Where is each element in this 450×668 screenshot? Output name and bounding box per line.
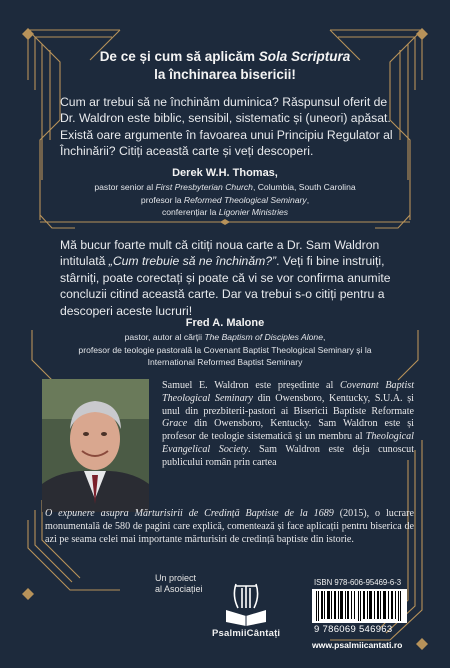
author-portrait bbox=[42, 379, 149, 512]
tagline bbox=[70, 48, 380, 84]
publisher-website[interactable]: www.psalmiicantati.ro bbox=[312, 640, 403, 650]
endorsement-credentials-2: pastor, autor al cărții The Baptism of Disciples Alone, profesor de teologie pastorală la Covenant Baptist Theological Seminary și la International Reformed Baptist Seminary bbox=[78, 332, 372, 367]
lyre-book-logo bbox=[222, 576, 270, 628]
tagline-line1: De ce și cum să aplicăm Sola Scriptura bbox=[99, 49, 351, 64]
endorsement-author-1: Derek W.H. Thomas, bbox=[172, 167, 278, 179]
endorsement-credentials-1: pastor senior al First Presbyterian Church, Columbia, South Carolina profesor la Reformed Theological Seminary, conferențiar la Ligonier Ministries bbox=[94, 182, 356, 217]
barcode-number: 9 786069 546963 bbox=[314, 624, 393, 635]
barcode bbox=[312, 589, 407, 623]
endorsement-quote-2: Mă bucur foarte mult că citiți noua carte a Dr. Sam Waldron intitulată „Cum trebuie să ne închinăm?”. Veți fi bine instruiți, stârniți, poate corectați și poate că vi se vor confirma anumite concluzii citind această carte. Dar va trebui s-o citiți pentru a descoperi aceste lucruri! bbox=[60, 238, 391, 318]
publisher-name: PsalmiiCântați bbox=[212, 628, 281, 639]
author-bio: Samuel E. Waldron este președinte al Covenant Baptist Theological Seminary din Owensboro, Kentucky, S.U.A. și unul din prezbiterii-pastori ai Bisericii Baptiste Reformate Grace din Owensboro, Kentucky. Sam Waldron este și profesor de teologie sistematică și un membru al Theological Evangelical Society. Sam Waldron este deja cunoscut publicului român prin cartea bbox=[162, 380, 415, 468]
isbn-label: ISBN 978-606-95469-6-3 bbox=[314, 578, 402, 587]
endorsement-quote-1: Cum ar trebui să ne închinăm duminica? Răspunsul oferit de Dr. Waldron este biblic, sensibil, sistematic și (uneori) apăsat. Există oare argumente în favoarea unui Principiu Regulator al Închinării? Citiți această carte și veți descoperi. bbox=[60, 95, 393, 159]
tagline-line2: la închinarea bisericii! bbox=[154, 67, 296, 82]
endorsement-author-2: Fred A. Malone bbox=[185, 317, 265, 329]
publisher-project-label: Un proiect al Asociației bbox=[155, 573, 203, 594]
author-bio-continued: O expunere asupra Mărturisirii de Credință Baptiste de la 1689 (2015), o lucrare monumentală de 580 de pagini care explică, comentează și face aplicații pentru biserica de azi pe seama celei mai importante mărturisiri de credință baptiste din istorie. bbox=[45, 508, 414, 545]
